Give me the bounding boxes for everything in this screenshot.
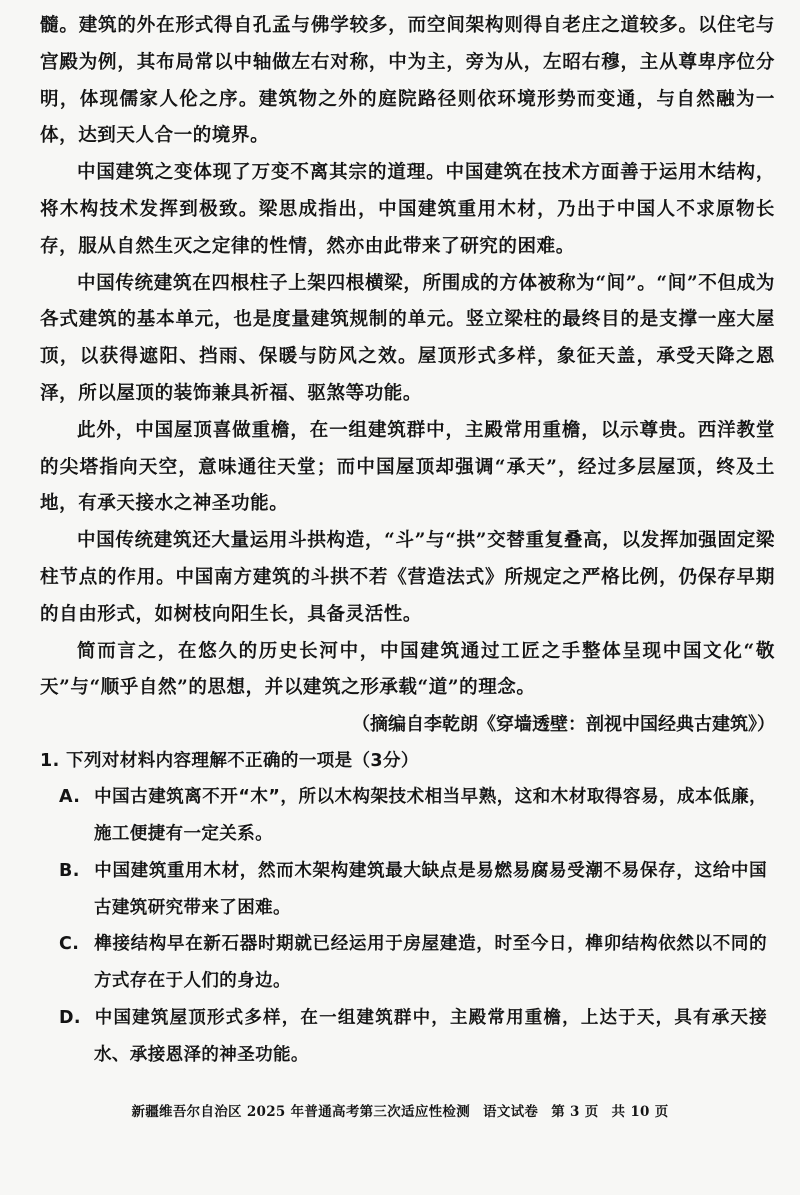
- option-letter: A.: [59, 787, 81, 808]
- answer-options: [40, 779, 775, 1073]
- option-text: 中国建筑屋顶形式多样，在一组建筑群中，主殿常用重檐，上达于天，具有承天接水、承接恩泽的神圣功能。: [94, 1007, 767, 1065]
- passage-paragraph-1: 髓。建筑的外在形式得自孔孟与佛学较多，而空间架构则得自老庄之道较多。以住宅与宫殿为例，其布局常以中轴做左右对称，中为主，旁为从，左昭右穆，主从尊卑序位分明，体现儒家人伦之序。建筑物之外的庭院路径则依环境形势而变通，与自然融为一体，达到天人合一的境界。: [40, 15, 775, 147]
- footer-page-number: 第 3 页: [551, 1104, 599, 1120]
- passage-paragraph-6: 简而言之，在悠久的历史长河中，中国建筑通过工匠之手整体呈现中国文化“敬天”与“顺乎自然”的思想，并以建筑之形承载“道”的理念。: [40, 640, 775, 699]
- passage-source: （摘编自李乾朗《穿墙透壁：剖视中国经典古建筑》）: [352, 714, 775, 736]
- reading-passage: [40, 8, 775, 1074]
- option-letter: B.: [59, 860, 80, 881]
- footer-total-pages: 共 10 页: [611, 1104, 669, 1120]
- option-b: [40, 853, 775, 927]
- option-text: 中国古建筑离不开“木”，所以木构架技术相当早熟，这和木材取得容易，成本低廉，施工便捷有一定关系。: [94, 787, 767, 844]
- footer-subject: 语文试卷: [483, 1104, 539, 1120]
- question-stem: 1. 下列对材料内容理解不正确的一项是（3分）: [40, 751, 419, 772]
- option-letter: D.: [59, 1007, 81, 1028]
- option-text: 榫接结构早在新石器时期就已经运用于房屋建造，时至今日，榫卯结构依然以不同的方式存在于人们的身边。: [94, 934, 767, 992]
- option-c: [40, 926, 775, 1000]
- passage-paragraph-5: 中国传统建筑还大量运用斗拱构造，“斗”与“拱”交替重复叠高，以发挥加强固定梁柱节点的作用。中国南方建筑的斗拱不若《营造法式》所规定之严格比例，仍保存早期的自由形式，如树枝向阳生长，具备灵活性。: [40, 530, 775, 625]
- option-d: [40, 1000, 775, 1074]
- passage-paragraph-2: 中国建筑之变体现了万变不离其宗的道理。中国建筑在技术方面善于运用木结构，将木构技术发挥到极致。梁思成指出，中国建筑重用木材，乃出于中国人不求原物长存，服从自然生灭之定律的性情，然亦由此带来了研究的困难。: [40, 162, 775, 257]
- passage-paragraph-4: 此外，中国屋顶喜做重檐，在一组建筑群中，主殿常用重檐，以示尊贵。西洋教堂的尖塔指向天空，意味通往天堂；而中国屋顶却强调“承天”，经过多层屋顶，终及土地，有承天接水之神圣功能。: [40, 419, 775, 515]
- option-a: [40, 779, 775, 853]
- option-text: 中国建筑重用木材，然而木架构建筑最大缺点是易燃易腐易受潮不易保存，这给中国古建筑研究带来了困难。: [94, 860, 767, 918]
- page-footer: [0, 1100, 800, 1120]
- option-letter: C.: [59, 934, 80, 955]
- passage-paragraph-3: 中国传统建筑在四根柱子上架四根横梁，所围成的方体被称为“间”。“间”不但成为各式建筑的基本单元，也是度量建筑规制的单元。竖立梁柱的最终目的是支撑一座大屋顶，以获得遮阳、挡雨、保暖与防风之效。屋顶形式多样，象征天盖，承受天降之恩泽，所以屋顶的装饰兼具祈福、驱煞等功能。: [40, 272, 775, 404]
- footer-exam-title: 新疆维吾尔自治区 2025 年普通高考第三次适应性检测: [131, 1104, 471, 1120]
